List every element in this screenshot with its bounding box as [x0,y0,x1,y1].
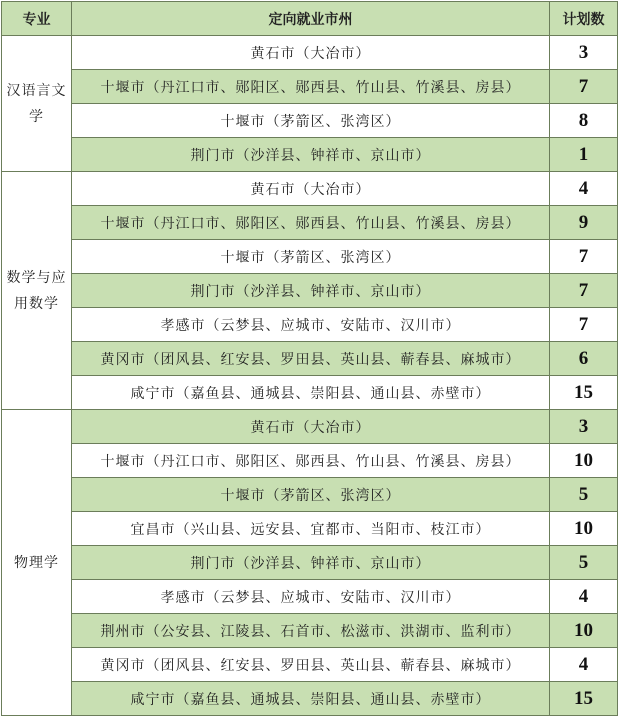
table-row [2,682,618,716]
count-cell: 5 [550,478,618,512]
header-region: 定向就业市州 [72,2,550,36]
region-cell: 孝感市（云梦县、应城市、安陆市、汉川市） [72,308,550,342]
count-cell: 10 [550,444,618,478]
table-row [2,512,618,546]
table-row [2,104,618,138]
region-cell: 荆州市（公安县、江陵县、石首市、松滋市、洪湖市、监利市） [72,614,550,648]
region-cell: 荆门市（沙洋县、钟祥市、京山市） [72,138,550,172]
region-cell: 宜昌市（兴山县、远安县、宜都市、当阳市、枝江市） [72,512,550,546]
count-cell: 9 [550,206,618,240]
major-cell: 数学与应用数学 [2,172,72,410]
table-row [2,546,618,580]
region-cell: 荆门市（沙洋县、钟祥市、京山市） [72,274,550,308]
count-cell: 7 [550,308,618,342]
table-row [2,444,618,478]
count-cell: 15 [550,682,618,716]
table-row [2,478,618,512]
table-row [2,138,618,172]
region-cell: 十堰市（丹江口市、郧阳区、郧西县、竹山县、竹溪县、房县） [72,206,550,240]
major-cell: 物理学 [2,410,72,716]
region-cell: 咸宁市（嘉鱼县、通城县、崇阳县、通山县、赤壁市） [72,376,550,410]
region-cell: 黄石市（大冶市） [72,36,550,70]
count-cell: 6 [550,342,618,376]
region-cell: 黄石市（大冶市） [72,410,550,444]
table-row [2,240,618,274]
count-cell: 3 [550,410,618,444]
table-row [2,274,618,308]
table-row [2,172,618,206]
count-cell: 7 [550,240,618,274]
table-row [2,206,618,240]
table-row [2,70,618,104]
count-cell: 4 [550,648,618,682]
region-cell: 荆门市（沙洋县、钟祥市、京山市） [72,546,550,580]
count-cell: 10 [550,614,618,648]
count-cell: 7 [550,274,618,308]
region-cell: 十堰市（丹江口市、郧阳区、郧西县、竹山县、竹溪县、房县） [72,70,550,104]
table-row [2,614,618,648]
table-row [2,308,618,342]
region-cell: 十堰市（丹江口市、郧阳区、郧西县、竹山县、竹溪县、房县） [72,444,550,478]
table-row [2,376,618,410]
region-cell: 十堰市（茅箭区、张湾区） [72,478,550,512]
count-cell: 8 [550,104,618,138]
region-cell: 黄石市（大冶市） [72,172,550,206]
count-cell: 7 [550,70,618,104]
table-row [2,342,618,376]
table-row [2,36,618,70]
table-row [2,410,618,444]
header-row [2,2,618,36]
count-cell: 3 [550,36,618,70]
region-cell: 十堰市（茅箭区、张湾区） [72,104,550,138]
major-cell: 汉语言文学 [2,36,72,172]
header-major: 专业 [2,2,72,36]
table-row [2,580,618,614]
count-cell: 4 [550,580,618,614]
region-cell: 黄冈市（团风县、红安县、罗田县、英山县、蕲春县、麻城市） [72,648,550,682]
table-body [2,36,618,716]
header-count: 计划数 [550,2,618,36]
region-cell: 十堰市（茅箭区、张湾区） [72,240,550,274]
count-cell: 5 [550,546,618,580]
table-row [2,648,618,682]
count-cell: 1 [550,138,618,172]
region-cell: 黄冈市（团风县、红安县、罗田县、英山县、蕲春县、麻城市） [72,342,550,376]
region-cell: 咸宁市（嘉鱼县、通城县、崇阳县、通山县、赤壁市） [72,682,550,716]
count-cell: 15 [550,376,618,410]
count-cell: 4 [550,172,618,206]
quota-table [1,1,618,716]
count-cell: 10 [550,512,618,546]
region-cell: 孝感市（云梦县、应城市、安陆市、汉川市） [72,580,550,614]
